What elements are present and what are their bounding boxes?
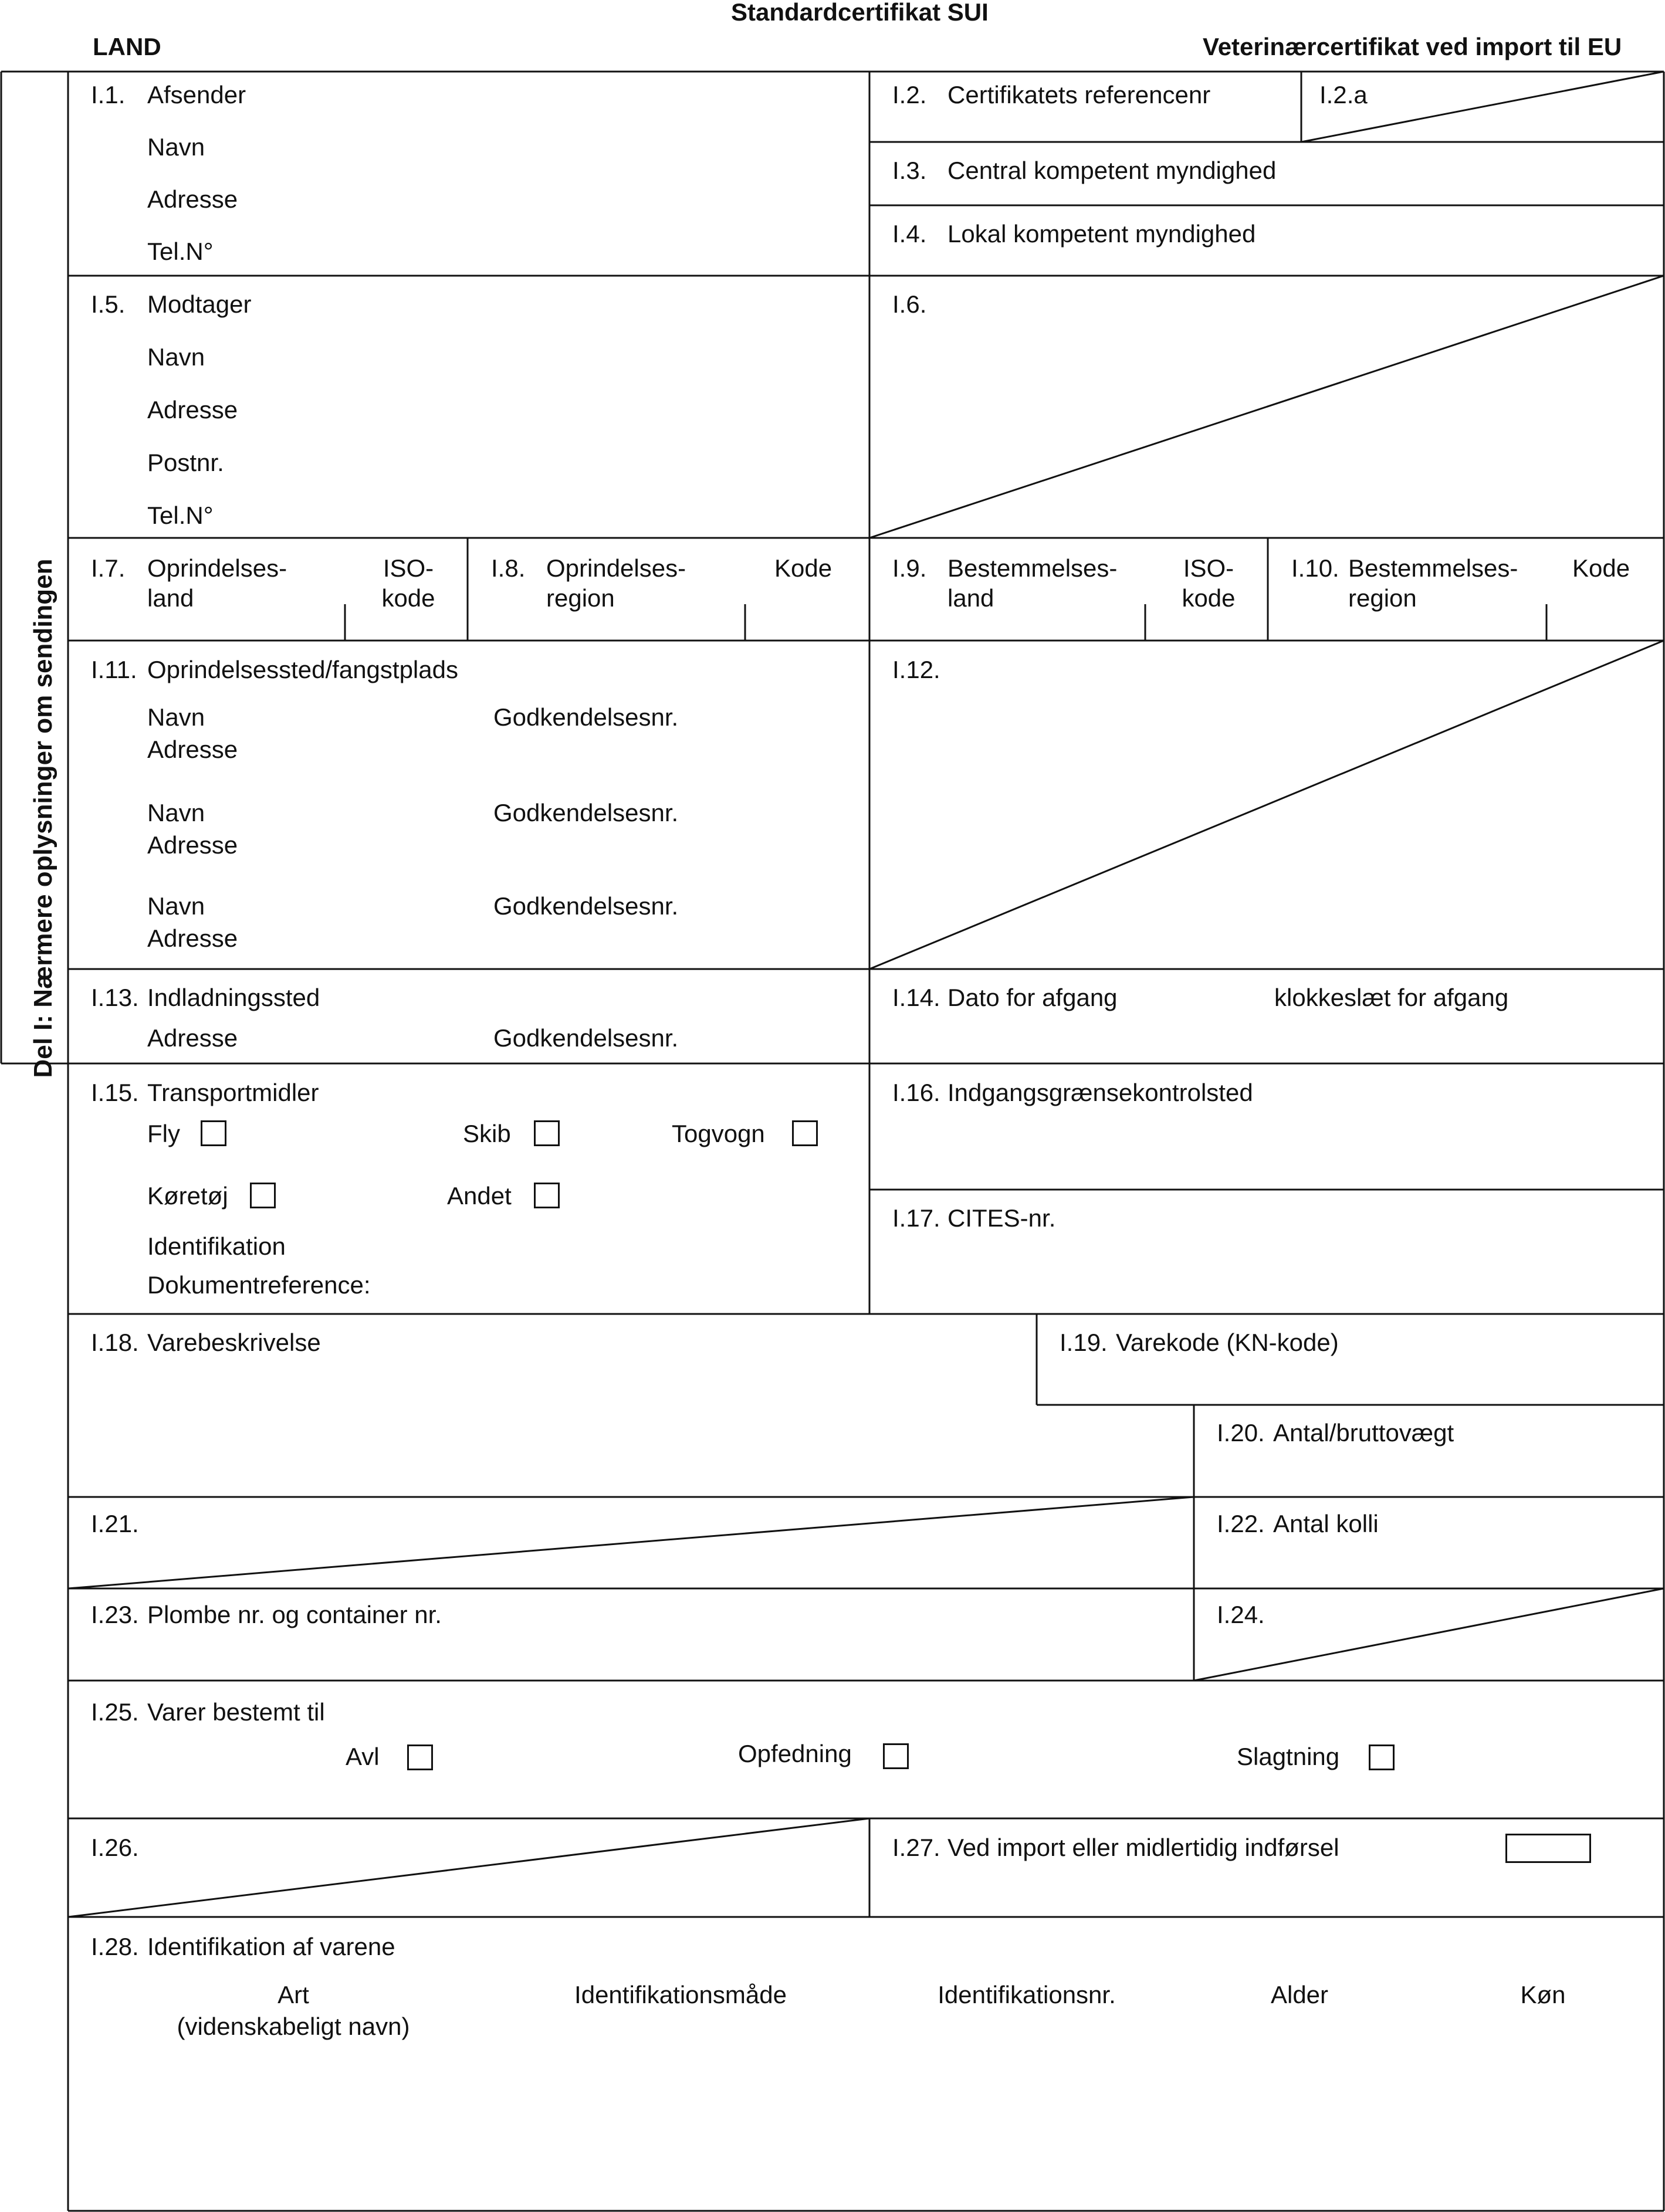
box-i8-label-2: region xyxy=(546,584,615,612)
box-i8-kode: Kode xyxy=(774,554,832,582)
box-i7-label-2: land xyxy=(147,584,194,612)
opfedning-label: Opfedning xyxy=(738,1740,852,1767)
avl-checkbox[interactable] xyxy=(407,1744,433,1770)
box-i13-godk[interactable]: Godkendelsesnr. xyxy=(493,1024,679,1052)
box-i10-kode: Kode xyxy=(1572,554,1630,582)
box-i9-label-1: Bestemmelses- xyxy=(947,554,1118,582)
togvogn-checkbox[interactable] xyxy=(792,1120,818,1146)
opfedning-checkbox[interactable] xyxy=(883,1743,909,1769)
certificate-type-label: Veterinærcertifikat ved import til EU xyxy=(1203,33,1622,60)
box-i9-label-2: land xyxy=(947,584,994,612)
box-i10-label-2: region xyxy=(1348,584,1417,612)
box-i13-label: Indladningssted xyxy=(147,984,320,1011)
box-i13-number: I.13. xyxy=(91,984,139,1011)
box-i19-label[interactable]: Varekode (KN-kode) xyxy=(1116,1329,1339,1356)
box-i28-label: Identifikation af varene xyxy=(147,1933,395,1960)
box-i7-number: I.7. xyxy=(91,554,126,582)
andet-checkbox[interactable] xyxy=(534,1183,560,1208)
box-i23-label[interactable]: Plombe nr. og container nr. xyxy=(147,1601,442,1628)
box-i1-number: I.1. xyxy=(91,81,126,109)
skib-label: Skib xyxy=(463,1120,511,1147)
box-i27-label: Ved import eller midlertidig indførsel xyxy=(947,1834,1339,1861)
box-i5-postnr[interactable]: Postnr. xyxy=(147,449,224,476)
box-i1-navn[interactable]: Navn xyxy=(147,133,205,161)
box-i1-label: Afsender xyxy=(147,81,246,109)
box-i11-godk-1[interactable]: Godkendelsesnr. xyxy=(493,703,679,731)
box-i18-label[interactable]: Varebeskrivelse xyxy=(147,1329,321,1356)
box-i12-number: I.12. xyxy=(892,656,940,683)
box-i7-iso-1: ISO- xyxy=(383,554,434,582)
slagtning-label: Slagtning xyxy=(1237,1743,1340,1770)
box-i7-iso-2: kode xyxy=(381,584,435,612)
box-i10-label-1: Bestemmelses- xyxy=(1348,554,1518,582)
box-i5-number: I.5. xyxy=(91,290,126,318)
box-i11-navn-3[interactable]: Navn xyxy=(147,892,205,920)
column-koen: Køn xyxy=(1520,1981,1566,2008)
box-i16-number: I.16. xyxy=(892,1079,940,1106)
box-i1-adresse[interactable]: Adresse xyxy=(147,185,238,213)
box-i14-number: I.14. xyxy=(892,984,940,1011)
box-i21-number: I.21. xyxy=(91,1510,139,1537)
avl-label: Avl xyxy=(346,1743,380,1770)
box-i11-label: Oprindelsessted/fangstplads xyxy=(147,656,458,683)
box-i27-number: I.27. xyxy=(892,1834,940,1861)
box-i25-number: I.25. xyxy=(91,1698,139,1726)
box-i11-number: I.11. xyxy=(91,656,137,683)
box-i28-number: I.28. xyxy=(91,1933,139,1960)
box-i11-adresse-1[interactable]: Adresse xyxy=(147,736,238,763)
box-i15-identifikation[interactable]: Identifikation xyxy=(147,1232,286,1260)
box-i17-label[interactable]: CITES-nr. xyxy=(947,1204,1056,1232)
slagtning-checkbox[interactable] xyxy=(1369,1744,1395,1770)
box-i2-number: I.2. xyxy=(892,81,927,109)
box-i14-label[interactable]: Dato for afgang xyxy=(947,984,1118,1011)
box-i17-number: I.17. xyxy=(892,1204,940,1232)
box-i4-number: I.4. xyxy=(892,220,927,248)
box-i6-number: I.6. xyxy=(892,290,927,318)
box-i1-tel[interactable]: Tel.N° xyxy=(147,238,214,265)
box-i8-label-1: Oprindelses- xyxy=(546,554,686,582)
fly-checkbox[interactable] xyxy=(201,1120,226,1146)
box-i10-number: I.10. xyxy=(1291,554,1339,582)
column-art-subtitle: (videnskabeligt navn) xyxy=(177,2013,410,2040)
box-i18-number: I.18. xyxy=(91,1329,139,1356)
box-i9-iso-1: ISO- xyxy=(1183,554,1234,582)
part-one-side-label: Del I: Nærmere oplysninger om sendingen xyxy=(29,558,57,1078)
box-i16-label[interactable]: Indgangsgrænsekontrolsted xyxy=(947,1079,1253,1106)
box-i9-iso-2: kode xyxy=(1182,584,1236,612)
box-i20-label[interactable]: Antal/bruttovægt xyxy=(1273,1419,1454,1447)
box-i4-label[interactable]: Lokal kompetent myndighed xyxy=(947,220,1256,248)
box-i23-number: I.23. xyxy=(91,1601,139,1628)
box-i19-number: I.19. xyxy=(1060,1329,1108,1356)
box-i22-number: I.22. xyxy=(1217,1510,1265,1537)
box-i20-number: I.20. xyxy=(1217,1419,1265,1447)
import-entry-field[interactable] xyxy=(1505,1834,1591,1863)
column-alder: Alder xyxy=(1270,1981,1329,2008)
box-i13-adresse[interactable]: Adresse xyxy=(147,1024,238,1052)
box-i11-navn-1[interactable]: Navn xyxy=(147,703,205,731)
form-title: Standardcertifikat SUI xyxy=(731,0,989,26)
togvogn-label: Togvogn xyxy=(672,1120,765,1147)
column-art: Art xyxy=(278,1981,309,2008)
box-i15-number: I.15. xyxy=(91,1079,139,1106)
box-i7-label-1: Oprindelses- xyxy=(147,554,287,582)
skib-checkbox[interactable] xyxy=(534,1120,560,1146)
box-i25-label: Varer bestemt til xyxy=(147,1698,325,1726)
box-i11-adresse-2[interactable]: Adresse xyxy=(147,831,238,859)
column-identifikationsnr: Identifikationsnr. xyxy=(938,1981,1116,2008)
box-i2-label[interactable]: Certifikatets referencenr xyxy=(947,81,1211,109)
box-i15-dokumentreference[interactable]: Dokumentreference: xyxy=(147,1271,371,1299)
box-i5-label: Modtager xyxy=(147,290,252,318)
andet-label: Andet xyxy=(447,1182,512,1210)
box-i8-number: I.8. xyxy=(491,554,526,582)
box-i11-godk-3[interactable]: Godkendelsesnr. xyxy=(493,892,679,920)
box-i5-adresse[interactable]: Adresse xyxy=(147,396,238,424)
box-i24-number: I.24. xyxy=(1217,1601,1265,1628)
box-i9-number: I.9. xyxy=(892,554,927,582)
box-i22-label[interactable]: Antal kolli xyxy=(1273,1510,1379,1537)
box-i3-label[interactable]: Central kompetent myndighed xyxy=(947,157,1277,184)
box-i15-label: Transportmidler xyxy=(147,1079,319,1106)
koeretoej-checkbox[interactable] xyxy=(250,1183,276,1208)
box-i11-adresse-3[interactable]: Adresse xyxy=(147,924,238,952)
box-i2a-number[interactable]: I.2.a xyxy=(1319,81,1368,109)
koeretoej-label: Køretøj xyxy=(147,1182,228,1210)
box-i5-tel[interactable]: Tel.N° xyxy=(147,502,214,529)
box-i5-navn[interactable]: Navn xyxy=(147,343,205,371)
column-identifikationsmaade: Identifikationsmåde xyxy=(574,1981,787,2008)
box-i11-godk-2[interactable]: Godkendelsesnr. xyxy=(493,799,679,826)
fly-label: Fly xyxy=(147,1120,180,1147)
box-i11-navn-2[interactable]: Navn xyxy=(147,799,205,826)
box-i26-number: I.26. xyxy=(91,1834,139,1861)
country-label: LAND xyxy=(93,33,161,60)
box-i3-number: I.3. xyxy=(892,157,927,184)
box-i14-klokkeslaet[interactable]: klokkeslæt for afgang xyxy=(1274,984,1509,1011)
